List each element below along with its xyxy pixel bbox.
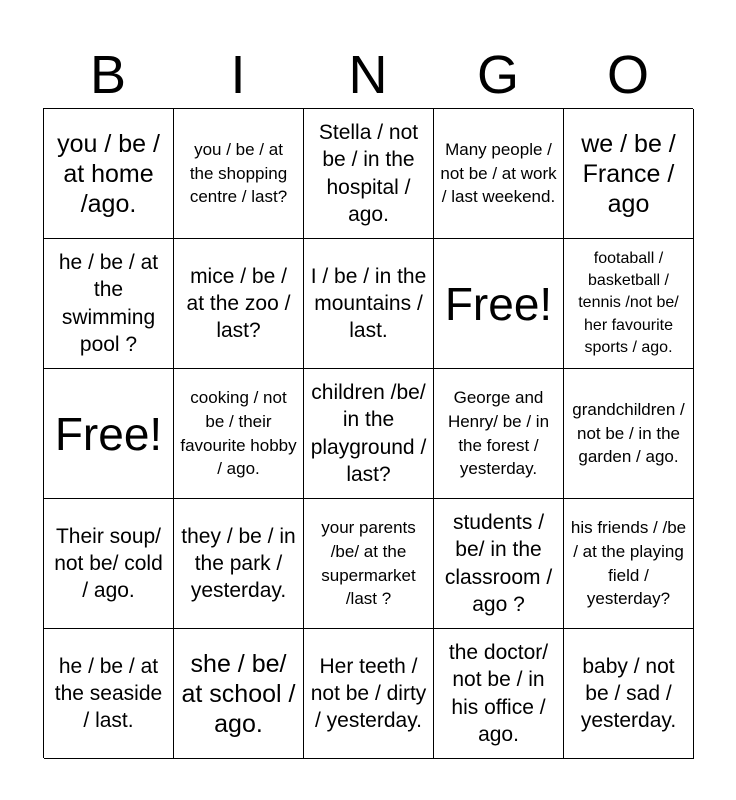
bingo-cell[interactable]: she / be/ at school / ago. [174, 629, 304, 759]
bingo-cell[interactable]: your parents /be/ at the supermarket /last ? [304, 499, 434, 629]
bingo-free-cell[interactable]: Free! [44, 369, 174, 499]
bingo-cell[interactable]: Stella / not be / in the hospital / ago. [304, 109, 434, 239]
bingo-cell[interactable]: we / be / France / ago [564, 109, 694, 239]
bingo-cell[interactable]: Their soup/ not be/ cold / ago. [44, 499, 174, 629]
bingo-free-cell[interactable]: Free! [434, 239, 564, 369]
bingo-cell[interactable]: mice / be / at the zoo / last? [174, 239, 304, 369]
bingo-cell[interactable]: footaball / basketball / tennis /not be/ her favourite sports / ago. [564, 239, 694, 369]
header-letter-o: O [606, 45, 649, 105]
header-letter-b: B [89, 45, 127, 105]
bingo-cell[interactable]: Her teeth / not be / dirty / yesterday. [304, 629, 434, 759]
bingo-cell[interactable]: children /be/ in the playground / last? [304, 369, 434, 499]
bingo-cell[interactable]: Many people / not be / at work / last weekend. [434, 109, 564, 239]
bingo-cell[interactable]: I / be / in the mountains / last. [304, 239, 434, 369]
bingo-cell[interactable]: they / be / in the park / yesterday. [174, 499, 304, 629]
bingo-cell[interactable]: George and Henry/ be / in the forest / yesterday. [434, 369, 564, 499]
bingo-cell[interactable]: you / be / at the shopping centre / last? [174, 109, 304, 239]
bingo-cell[interactable]: his friends / /be / at the playing field / yesterday? [564, 499, 694, 629]
bingo-cell[interactable]: the doctor/ not be / in his office / ago. [434, 629, 564, 759]
bingo-cell[interactable]: he / be / at the seaside / last. [44, 629, 174, 759]
bingo-card-grid [43, 108, 693, 758]
bingo-header [43, 42, 693, 108]
bingo-cell[interactable]: you / be / at home /ago. [44, 109, 174, 239]
bingo-cell[interactable]: students / be/ in the classroom / ago ? [434, 499, 564, 629]
bingo-cell[interactable]: cooking / not be / their favourite hobby / ago. [174, 369, 304, 499]
bingo-cell[interactable]: baby / not be / sad / yesterday. [564, 629, 694, 759]
header-letter-g: G [476, 45, 519, 105]
header-letter-n: N [348, 45, 388, 105]
bingo-cell[interactable]: he / be / at the swimming pool ? [44, 239, 174, 369]
header-letter-i: I [230, 45, 246, 105]
bingo-cell[interactable]: grandchildren / not be / in the garden / ago. [564, 369, 694, 499]
